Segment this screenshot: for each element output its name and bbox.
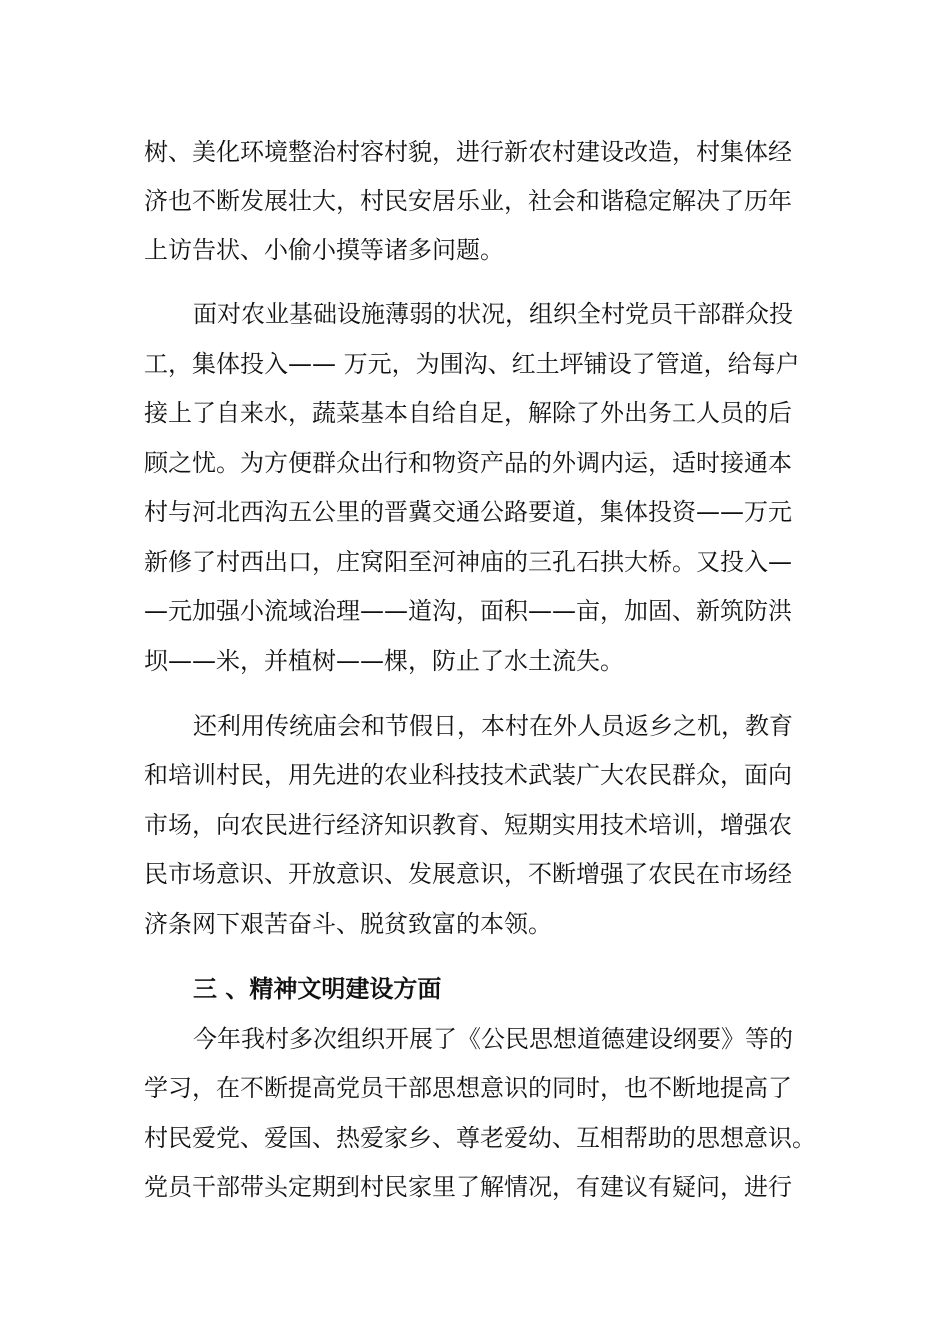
paragraph-2-line-8: 坝——米，并植树——棵，防止了水土流失。	[144, 647, 624, 675]
paragraph-2-line-1: 面对农业基础设施薄弱的状况，组织全村党员干部群众投	[193, 300, 793, 328]
paragraph-2-line-7: —元加强小流域治理——道沟，面积——亩，加固、新筑防洪	[144, 597, 792, 625]
paragraph-4-line-4: 党员干部带头定期到村民家里了解情况，有建议有疑问，进行	[144, 1173, 792, 1201]
paragraph-3-line-1: 还利用传统庙会和节假日，本村在外人员返乡之机，教育	[193, 712, 793, 740]
paragraph-2-line-3: 接上了自来水，蔬菜基本自给自足，解除了外出务工人员的后	[144, 399, 792, 427]
paragraph-2-line-4: 顾之忧。为方便群众出行和物资产品的外调内运，适时接通本	[144, 449, 792, 477]
paragraph-4-line-3: 村民爱党、爱国、热爱家乡、尊老爱幼、互相帮助的思想意识。	[144, 1124, 816, 1152]
paragraph-1-line-1: 树、美化环境整治村容村貌，进行新农村建设改造，村集体经	[144, 138, 792, 166]
paragraph-4-line-1: 今年我村多次组织开展了《公民思想道德建设纲要》等的	[193, 1025, 793, 1053]
paragraph-3-line-4: 民市场意识、开放意识、发展意识，不断增强了农民在市场经	[144, 860, 792, 888]
paragraph-3-line-5: 济条网下艰苦奋斗、脱贫致富的本领。	[144, 910, 552, 938]
paragraph-1-line-2: 济也不断发展壮大，村民安居乐业，社会和谐稳定解决了历年	[144, 187, 792, 215]
paragraph-3-line-2: 和培训村民，用先进的农业科技技术武装广大农民群众，面向	[144, 761, 792, 789]
paragraph-2-line-5: 村与河北西沟五公里的晋冀交通公路要道，集体投资——万元	[144, 498, 792, 526]
paragraph-4-line-2: 学习，在不断提高党员干部思想意识的同时，也不断地提高了	[144, 1074, 792, 1102]
paragraph-2-line-6: 新修了村西出口，庄窝阳至河神庙的三孔石拱大桥。又投入—	[144, 548, 792, 576]
section-heading: 三 、精神文明建设方面	[193, 975, 442, 1003]
paragraph-2-line-2: 工，集体投入—— 万元，为围沟、红土坪铺设了管道，给每户	[144, 350, 800, 378]
paragraph-3-line-3: 市场，向农民进行经济知识教育、短期实用技术培训，增强农	[144, 811, 792, 839]
paragraph-1-line-3: 上访告状、小偷小摸等诸多问题。	[144, 236, 504, 264]
